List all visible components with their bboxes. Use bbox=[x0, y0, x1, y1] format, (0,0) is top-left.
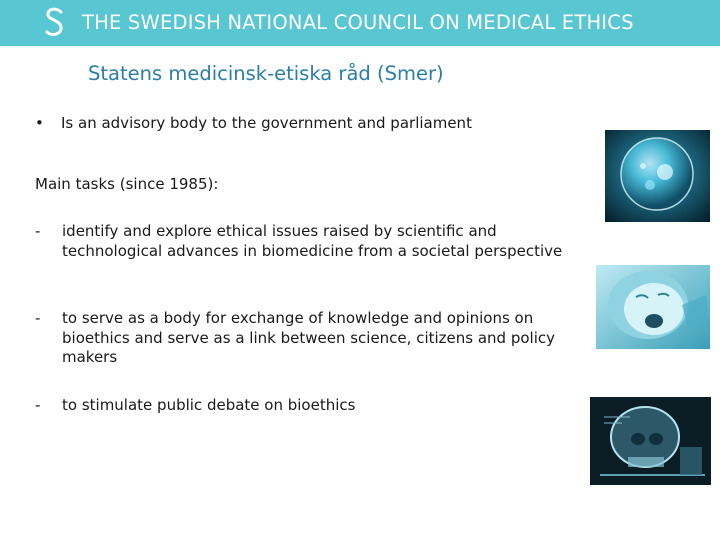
cell-microscopy-image bbox=[605, 130, 710, 222]
baby-photo-image bbox=[596, 265, 710, 349]
council-logo-icon bbox=[40, 6, 70, 40]
xray-scan-image bbox=[590, 397, 711, 485]
task-text: to stimulate public debate on bioethics bbox=[62, 396, 356, 414]
section-heading: Main tasks (since 1985): bbox=[35, 175, 219, 193]
header-banner bbox=[0, 0, 720, 46]
slide-title: Statens medicinsk-etiska råd (Smer) bbox=[88, 62, 444, 85]
task-marker: - bbox=[35, 222, 41, 240]
bullet-text: Is an advisory body to the government and parliament bbox=[61, 114, 472, 132]
organization-name: THE SWEDISH NATIONAL COUNCIL ON MEDICAL ETHICS bbox=[82, 11, 634, 34]
task-marker: - bbox=[35, 396, 41, 414]
task-text: to serve as a body for exchange of knowledge and opinions on bioethics and serve as a link between science, citizens and policy makers bbox=[62, 309, 555, 366]
task-text: identify and explore ethical issues raised by scientific and technological advances in biomedicine from a societal perspective bbox=[62, 222, 563, 260]
bullet-item bbox=[35, 114, 472, 132]
task-marker: - bbox=[35, 309, 41, 327]
bullet-symbol: • bbox=[35, 114, 44, 132]
